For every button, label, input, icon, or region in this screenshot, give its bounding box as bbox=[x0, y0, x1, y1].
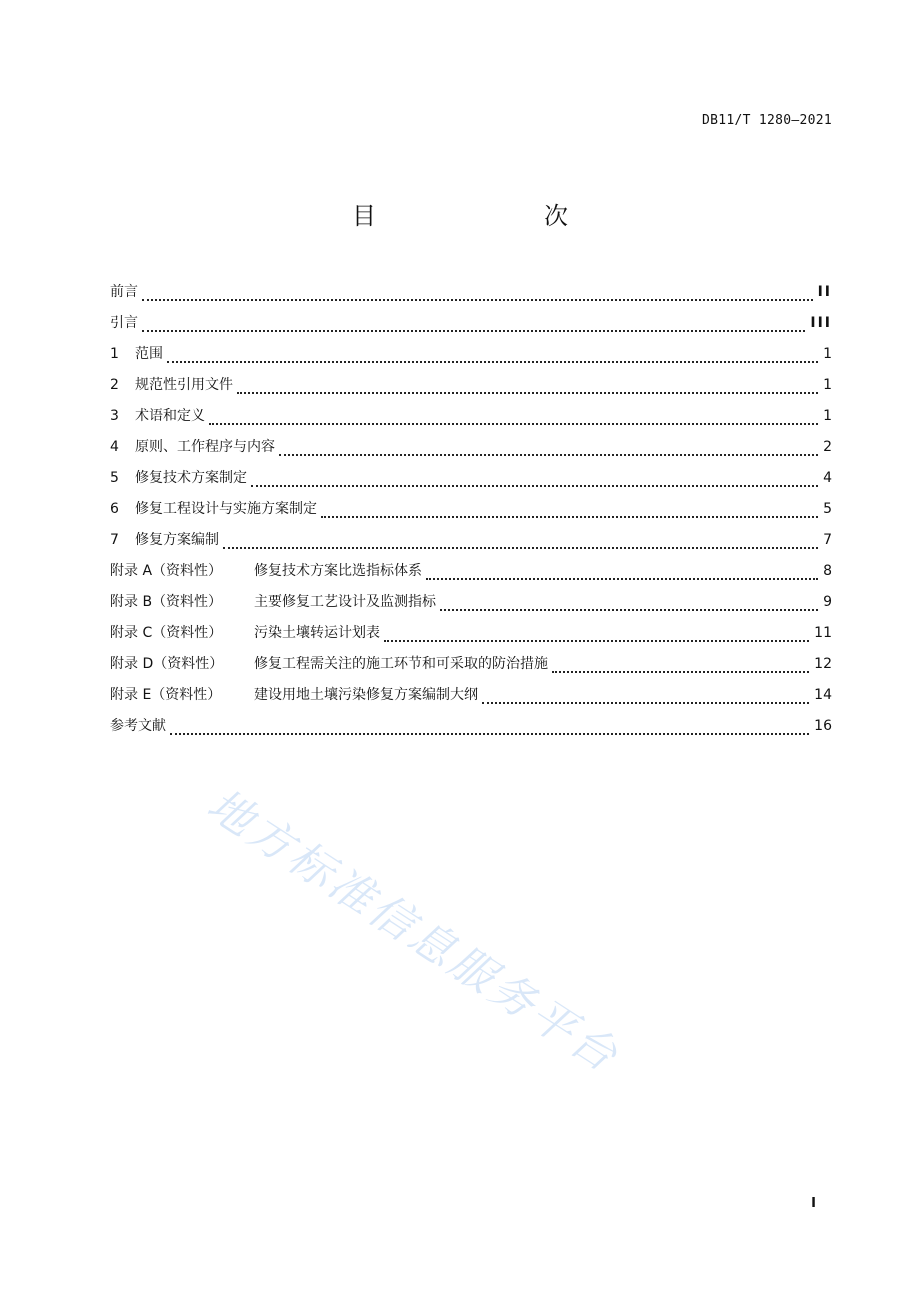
toc-entry-label: 修复工程需关注的施工环节和可采取的防治措施 bbox=[254, 656, 548, 672]
toc-dot-leader bbox=[251, 485, 818, 487]
toc-entry-page: 4 bbox=[823, 470, 832, 486]
toc-entry[interactable] bbox=[110, 715, 832, 746]
toc-entry-label: 术语和定义 bbox=[135, 408, 205, 424]
toc-entry-label: 修复工程设计与实施方案制定 bbox=[135, 501, 317, 517]
watermark: 地方标准信息服务平台 bbox=[198, 779, 629, 1084]
table-of-contents bbox=[110, 281, 832, 746]
toc-dot-leader bbox=[552, 671, 809, 673]
toc-entry-page: 1 bbox=[823, 377, 832, 393]
toc-entry-page: 1 bbox=[823, 408, 832, 424]
toc-entry[interactable] bbox=[110, 591, 832, 622]
toc-entry-label: 范围 bbox=[135, 346, 163, 362]
toc-entry-number: 6 bbox=[110, 501, 119, 517]
toc-entry-page: 9 bbox=[823, 594, 832, 610]
toc-dot-leader bbox=[167, 361, 818, 363]
toc-dot-leader bbox=[142, 330, 805, 332]
toc-entry-page: II bbox=[817, 284, 832, 300]
toc-entry-label: 污染土壤转运计划表 bbox=[254, 625, 380, 641]
toc-entry-number: 4 bbox=[110, 439, 119, 455]
toc-entry-appendix: 附录 C（资料性） bbox=[110, 625, 223, 641]
toc-entry-label: 前言 bbox=[110, 284, 138, 300]
toc-entry[interactable] bbox=[110, 374, 832, 405]
toc-entry-page: 5 bbox=[823, 501, 832, 517]
toc-entry[interactable] bbox=[110, 436, 832, 467]
toc-entry-number: 5 bbox=[110, 470, 119, 486]
toc-entry-appendix: 附录 E（资料性） bbox=[110, 687, 222, 703]
toc-dot-leader bbox=[223, 547, 818, 549]
toc-dot-leader bbox=[279, 454, 818, 456]
toc-dot-leader bbox=[384, 640, 809, 642]
toc-entry[interactable] bbox=[110, 467, 832, 498]
toc-entry[interactable] bbox=[110, 529, 832, 560]
toc-dot-leader bbox=[440, 609, 818, 611]
toc-dot-leader bbox=[209, 423, 818, 425]
toc-entry-number: 1 bbox=[110, 346, 119, 362]
toc-entry-number: 3 bbox=[110, 408, 119, 424]
toc-entry[interactable] bbox=[110, 281, 832, 312]
toc-dot-leader bbox=[142, 299, 813, 301]
toc-dot-leader bbox=[426, 578, 818, 580]
toc-entry[interactable] bbox=[110, 560, 832, 591]
toc-entry-label: 主要修复工艺设计及监测指标 bbox=[254, 594, 436, 610]
toc-entry-label: 引言 bbox=[110, 315, 138, 331]
toc-entry-label: 修复技术方案制定 bbox=[135, 470, 247, 486]
toc-entry-page: 2 bbox=[823, 439, 832, 455]
toc-entry-page: 11 bbox=[814, 625, 832, 641]
toc-entry-appendix: 附录 D（资料性） bbox=[110, 656, 224, 672]
toc-entry[interactable] bbox=[110, 653, 832, 684]
toc-dot-leader bbox=[237, 392, 818, 394]
toc-entry[interactable] bbox=[110, 622, 832, 653]
toc-entry-label: 建设用地土壤污染修复方案编制大纲 bbox=[254, 687, 478, 703]
toc-entry[interactable] bbox=[110, 498, 832, 529]
toc-entry-page: 1 bbox=[823, 346, 832, 362]
toc-entry-number: 2 bbox=[110, 377, 119, 393]
toc-entry-label: 规范性引用文件 bbox=[135, 377, 233, 393]
toc-entry-page: 14 bbox=[814, 687, 832, 703]
toc-entry-label: 修复方案编制 bbox=[135, 532, 219, 548]
toc-dot-leader bbox=[482, 702, 809, 704]
toc-entry[interactable] bbox=[110, 343, 832, 374]
page-number: I bbox=[811, 1196, 816, 1211]
toc-entry-page: 16 bbox=[814, 718, 832, 734]
page-title: 目 次 bbox=[352, 202, 608, 230]
toc-entry-page: 12 bbox=[814, 656, 832, 672]
toc-entry-page: 7 bbox=[823, 532, 832, 548]
toc-entry-label: 原则、工作程序与内容 bbox=[135, 439, 275, 455]
toc-entry-label: 参考文献 bbox=[110, 718, 166, 734]
toc-entry-appendix: 附录 B（资料性） bbox=[110, 594, 223, 610]
toc-dot-leader bbox=[321, 516, 818, 518]
toc-entry[interactable] bbox=[110, 405, 832, 436]
toc-dot-leader bbox=[170, 733, 809, 735]
document-code: DB11/T 1280—2021 bbox=[701, 113, 832, 128]
toc-entry[interactable] bbox=[110, 684, 832, 715]
toc-entry-page: 8 bbox=[823, 563, 832, 579]
toc-entry-appendix: 附录 A（资料性） bbox=[110, 563, 223, 579]
toc-entry-number: 7 bbox=[110, 532, 119, 548]
toc-entry[interactable] bbox=[110, 312, 832, 343]
toc-entry-page: III bbox=[810, 315, 832, 331]
toc-entry-label: 修复技术方案比选指标体系 bbox=[254, 563, 422, 579]
